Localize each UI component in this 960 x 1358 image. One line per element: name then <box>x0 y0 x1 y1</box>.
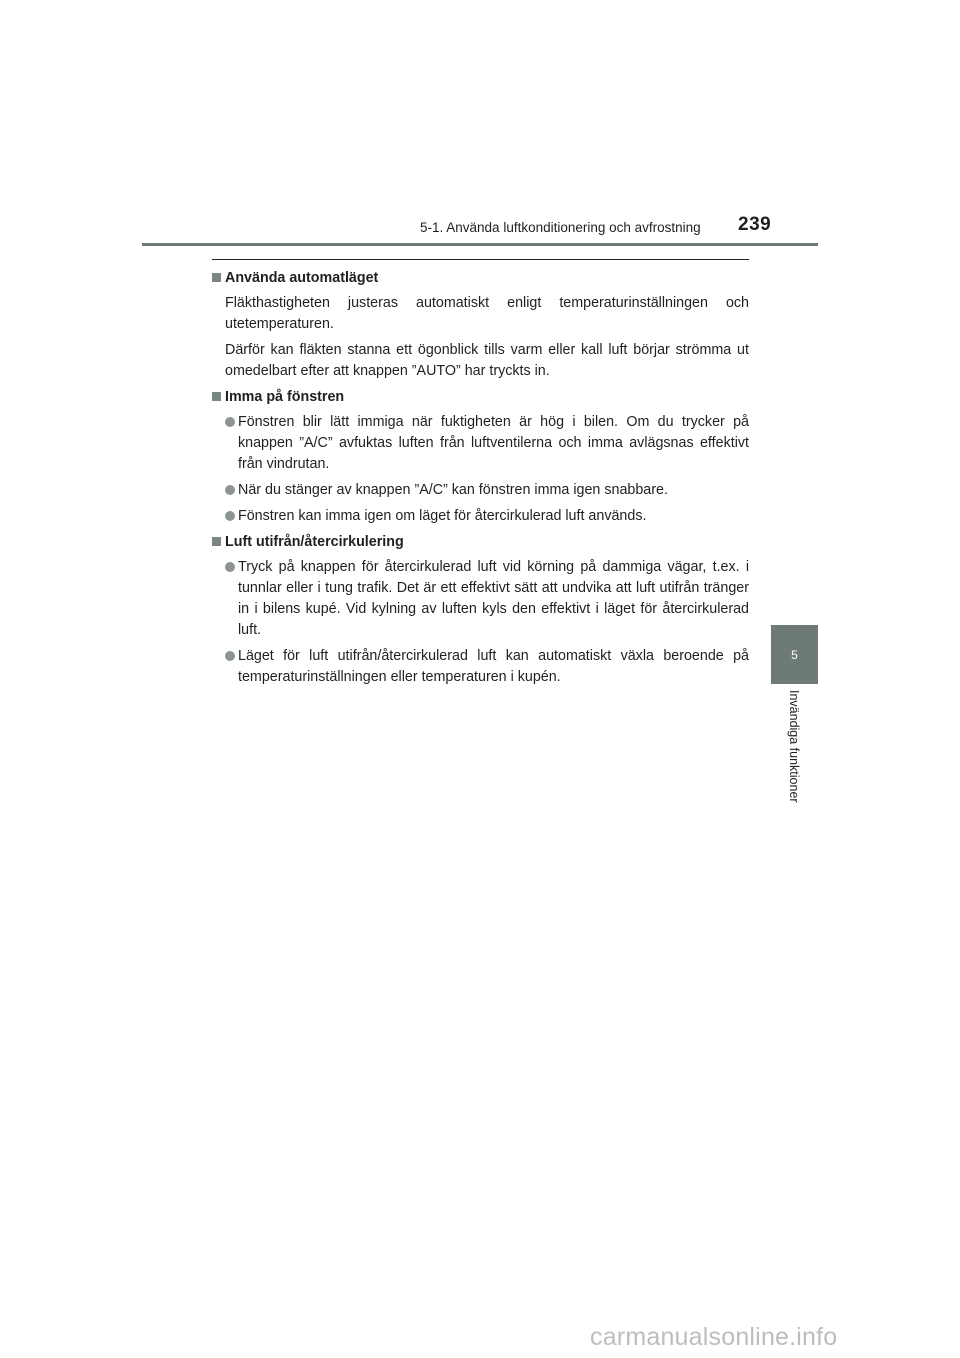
list-item-text: När du stänger av knappen ”A/C” kan fönstren imma igen snabbare. <box>238 482 668 498</box>
list-item <box>212 646 749 688</box>
round-bullet-icon <box>225 651 235 661</box>
section-window-fog <box>212 387 749 527</box>
chapter-tab-label: Invändiga funktioner <box>787 690 801 803</box>
section-title-text: Luft utifrån/återcirkulering <box>225 534 404 550</box>
section-title-text: Imma på fönstren <box>225 389 345 405</box>
watermark: carmanualsonline.info <box>590 1323 838 1351</box>
chapter-header-title: 5-1. Använda luftkonditionering och avfrostning <box>420 220 701 235</box>
section-title <box>212 268 749 289</box>
list-item <box>212 480 749 501</box>
round-bullet-icon <box>225 417 235 427</box>
round-bullet-icon <box>225 562 235 572</box>
list-item-text: Läget för luft utifrån/återcirkulerad luft kan automatiskt växla beroende på temperaturinställningen eller temperaturen i kupén. <box>238 648 749 685</box>
list-item <box>212 506 749 527</box>
paragraph: Fläkthastigheten justeras automatiskt enligt temperaturinställningen och utetemperaturen. <box>225 295 749 332</box>
page-content <box>212 268 749 693</box>
round-bullet-icon <box>225 485 235 495</box>
page-number: 239 <box>738 214 772 235</box>
header-rule <box>142 243 818 246</box>
section-title-text: Använda automatläget <box>225 270 379 286</box>
section-title <box>212 387 749 408</box>
paragraph: Därför kan fläkten stanna ett ögonblick tills varm eller kall luft börjar strömma ut omedelbart efter att knappen ”AUTO” har tryckts in. <box>225 342 749 379</box>
list-item-text: Fönstren kan imma igen om läget för återcirkulerad luft används. <box>238 508 647 524</box>
square-bullet-icon <box>212 392 221 401</box>
section-automatic-mode <box>212 268 749 382</box>
list-item <box>212 557 749 641</box>
square-bullet-icon <box>212 273 221 282</box>
list-item-text: Tryck på knappen för återcirkulerad luft vid körning på dammiga vägar, t.ex. i tunnlar eller i tung trafik. Det är ett effektivt sätt att undvika att luft utifrån tränger in i bilens kupé. Vid kylning av luften kyls den effektivt i läget för återcirkulerad luft. <box>238 559 749 638</box>
section-outside-recirculation <box>212 532 749 688</box>
list-item <box>212 412 749 475</box>
list-item-text: Fönstren blir lätt immiga när fuktigheten är hög i bilen. Om du trycker på knappen ”A/C” avfuktas luften från luftventilerna och imma avlägsnas effektivt från vindrutan. <box>238 414 749 472</box>
round-bullet-icon <box>225 511 235 521</box>
content-top-rule <box>212 259 749 260</box>
chapter-tab-number: 5 <box>791 647 798 662</box>
chapter-tab[interactable] <box>771 625 818 684</box>
square-bullet-icon <box>212 537 221 546</box>
section-title <box>212 532 749 553</box>
